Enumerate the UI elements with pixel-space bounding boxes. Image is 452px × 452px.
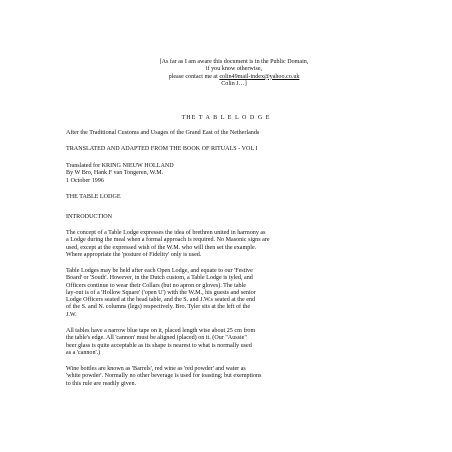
paragraph-line: Officers continue to wear their Collars (but no apron or gloves). The table	[66, 282, 246, 289]
paragraph-2	[66, 268, 366, 319]
section-heading: THE TABLE LODGE	[66, 194, 121, 200]
credit-date: 1 October 1996	[66, 177, 104, 184]
document-title: THE T A B L E L O D G E	[181, 115, 271, 121]
public-domain-notice	[100, 59, 368, 88]
subtitle: After the Traditional Customs and Usages of the Grand East of the Netherlands	[66, 130, 260, 136]
paragraph-1	[66, 230, 366, 259]
notice-contact-line	[100, 74, 368, 81]
credits-block	[66, 163, 366, 185]
intro-heading: INTRODUCTION	[66, 214, 113, 220]
paragraph-line: Board' or 'South'. However, in the Dutch custom, a Table Lodge is tyled, and	[66, 275, 253, 282]
paragraph-line: Lodge Officers seated at the head table, and the S. and J.W.s seated at the end	[66, 297, 256, 304]
paragraph-line: The concept of a Table Lodge expresses the idea of brethren united in harmony as	[66, 230, 266, 236]
paragraph-line: beer glass is quite acceptable as its shape is nearest to what is normally used	[66, 342, 252, 349]
paragraph-3	[66, 328, 366, 357]
paragraph-line: the table's edge. All 'cannon' must be aligned (placed) on it. (Our "Aussie"	[66, 335, 247, 342]
contact-email-link[interactable]: colin49mail-index@yahoo.co.uk	[219, 73, 300, 80]
credit-line: By W Bro, Hank F van Tongeren, W.M.	[66, 170, 164, 177]
subtitle-block	[66, 130, 366, 137]
paragraph-line: as a 'cannon'.)	[66, 349, 101, 356]
section-heading-block	[66, 194, 366, 201]
translated-heading-block	[66, 146, 366, 153]
notice-line: [As far as I am aware this document is in the Public Domain,	[159, 59, 309, 65]
credit-line: Translated for KRING NIEUW HOLLAND	[66, 163, 174, 169]
paragraph-line: All tables have a narrow blue tape on it, placed length wise about 25 cm from	[66, 328, 256, 334]
paragraph-line: lay-out is of a 'Hollow Square' ('open U') with the W.M., his guests and senior	[66, 289, 256, 296]
translated-heading: TRANSLATED AND ADAPTED FROM THE BOOK OF RITUALS - VOL I	[66, 146, 258, 152]
paragraph-line: a Lodge during the meal when a formal approach is required. No Masonic signs are	[66, 237, 270, 244]
notice-contact-prefix: please contact me at	[168, 73, 220, 80]
paragraph-line: Wine bottles are known as 'Barrels', red wine as 'red powder' and water as	[66, 366, 246, 372]
paragraph-line: to this rule are readily given.	[66, 380, 137, 387]
paragraph-line: used, except at the expressed wish of the W.M. who will then set the example.	[66, 244, 257, 251]
intro-heading-block	[66, 214, 366, 221]
paragraph-line: 'white powder'. Normally no other beverage is used for toasting; but exemptions	[66, 373, 262, 380]
notice-signature: Colin J…]	[221, 80, 247, 87]
paragraph-line: Table Lodges may be held after each Open Lodge, and equate to our 'Festive	[66, 268, 253, 274]
notice-line: if you know otherwise,	[205, 66, 263, 73]
paragraph-line: J.W.	[66, 311, 77, 318]
paragraph-line: of the S. and N. columns (legs) respectively. Bro. Tyler sits at the left of the	[66, 304, 251, 311]
paragraph-4	[66, 366, 366, 388]
paragraph-line: Where appropriate the 'posture of Fidelity' only is used.	[66, 251, 202, 258]
